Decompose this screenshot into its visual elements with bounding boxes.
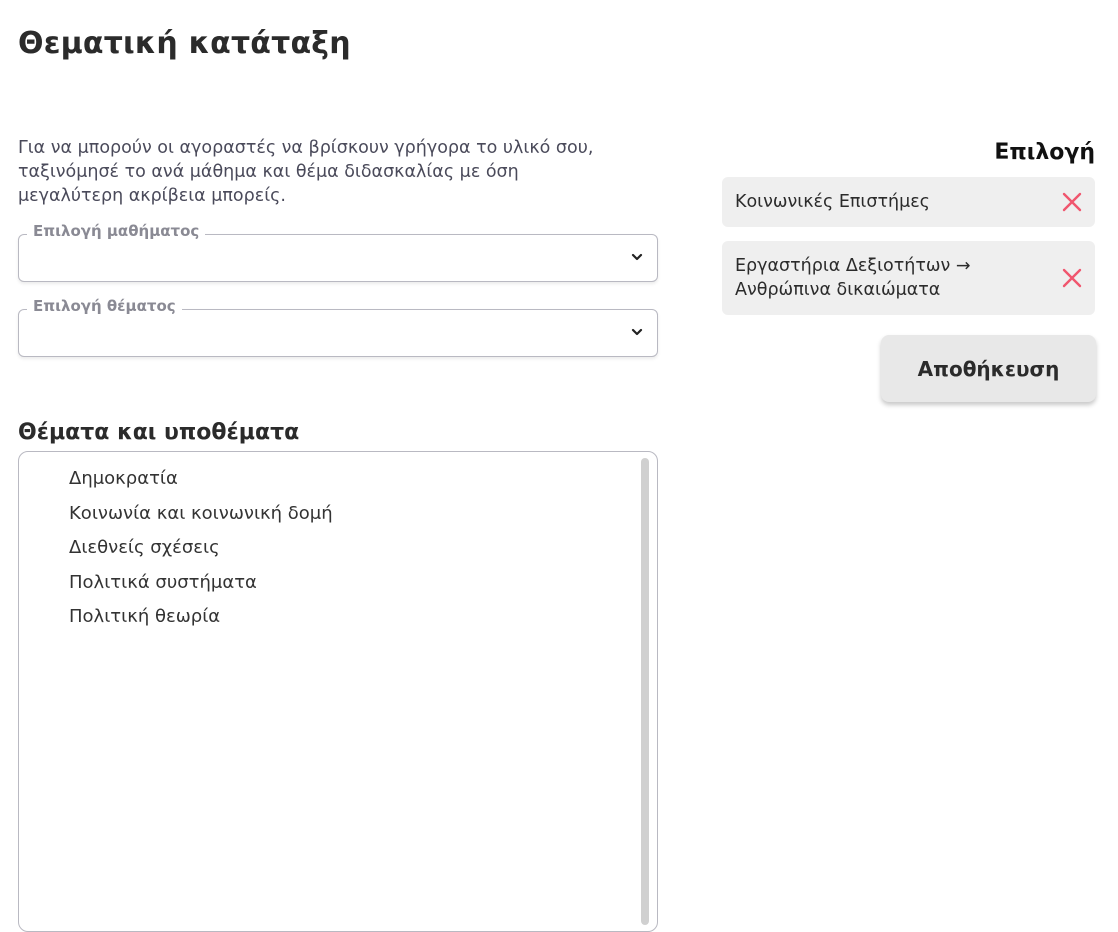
selected-chip-label: [735, 190, 1035, 214]
intro-text: Για να μπορούν οι αγοραστές να βρίσκουν γρήγορα το υλικό σου, ταξινόμησέ το ανά μάθημα και θέμα διδασκαλίας με όση μεγαλύτερη ακρίβεια μπορείς.: [18, 138, 594, 206]
selected-chip-label: [735, 254, 1035, 302]
selected-chip: [722, 241, 1095, 315]
topic-select-label: Επιλογή θέματος: [27, 296, 182, 316]
topics-scrollbar[interactable]: [641, 458, 649, 925]
topic-item[interactable]: Διεθνείς σχέσεις: [69, 537, 220, 558]
close-icon[interactable]: [1061, 191, 1083, 213]
chevron-down-icon[interactable]: [631, 251, 643, 263]
selection-title: Επιλογή: [994, 140, 1095, 165]
selected-chip-label-line: Εργαστήρια Δεξιοτήτων →: [735, 256, 971, 276]
topics-tree: [18, 451, 658, 932]
chevron-down-icon[interactable]: [631, 326, 643, 338]
subject-select[interactable]: [18, 222, 658, 282]
topics-section-title: Θέματα και υποθέματα: [18, 420, 300, 445]
topic-item[interactable]: Πολιτική θεωρία: [69, 606, 221, 627]
topic-item[interactable]: Πολιτικά συστήματα: [69, 571, 257, 593]
topic-item[interactable]: Κοινωνία και κοινωνική δομή: [69, 502, 333, 524]
selected-chip-label-line: Κοινωνικές Επιστήμες: [735, 192, 930, 212]
topic-select[interactable]: [18, 297, 658, 357]
save-button[interactable]: Αποθήκευση: [881, 335, 1096, 402]
close-icon[interactable]: [1061, 267, 1083, 289]
topics-scrollbar-thumb[interactable]: [641, 458, 649, 925]
subject-select-label: Επιλογή μαθήματος: [27, 221, 205, 241]
selected-chip-label-line: Ανθρώπινα δικαιώματα: [735, 280, 941, 300]
topics-list: [19, 452, 657, 635]
selected-chip: [722, 177, 1095, 227]
page-title: Θεματική κατάταξη: [18, 26, 351, 61]
topic-item[interactable]: Δημοκρατία: [69, 468, 178, 489]
